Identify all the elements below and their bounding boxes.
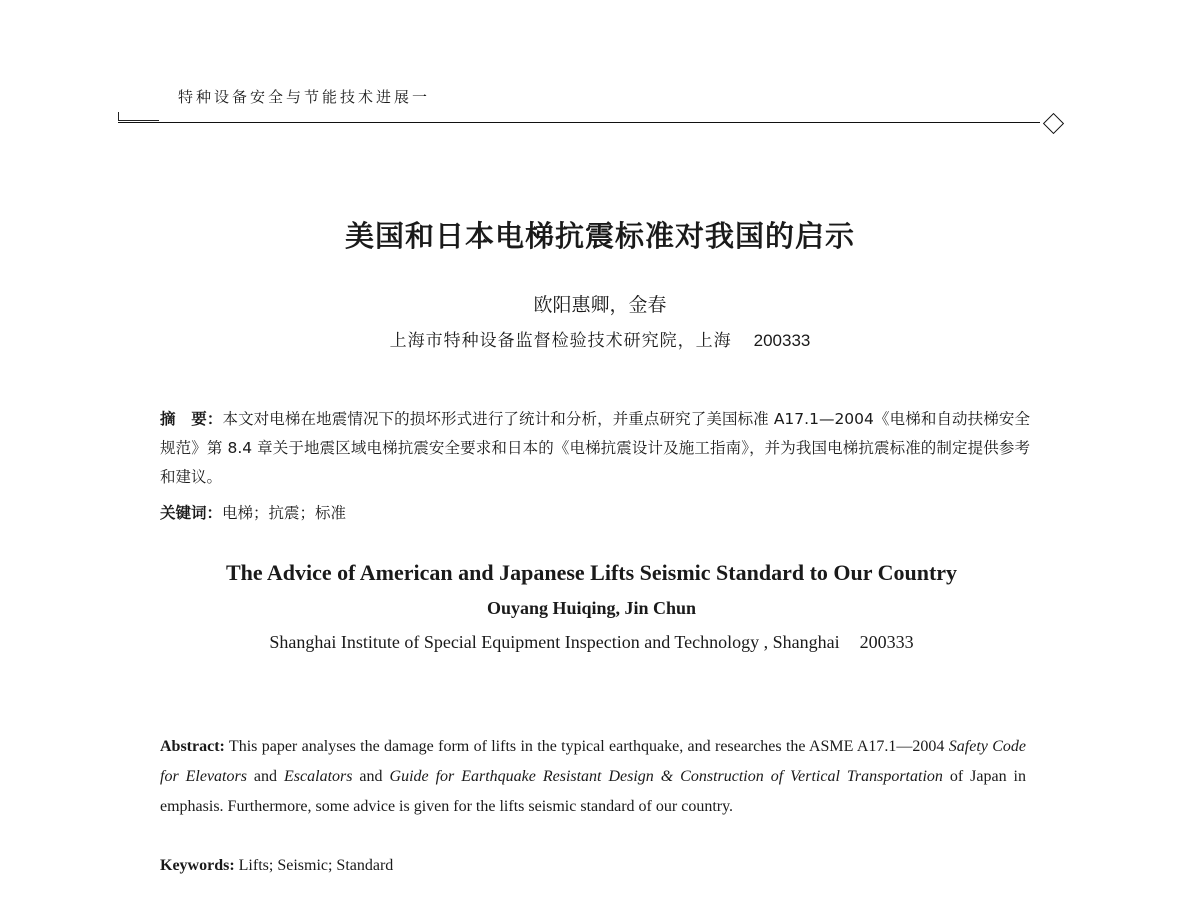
chinese-abstract [160,405,1030,492]
chinese-affiliation-name: 上海市特种设备监督检验技术研究院，上海 [389,331,732,351]
english-authors: Ouyang Huiqing, Jin Chun [486,598,697,618]
english-title: The Advice of American and Japanese Lifts Seismic Standard to Our Country [225,560,958,585]
english-abstract-text-4: of Japan in emphasis. Furthermore, some advice is given for the lifts seismic standard of our country. [160,768,1026,815]
english-abstract-text-3: and [352,768,390,785]
english-abstract-text-2: and [246,768,285,785]
header-rule [118,122,1040,123]
english-abstract-label: Abstract: [160,738,225,755]
english-keywords-label: Keywords: [160,857,235,874]
english-abstract-italic-1: Safety Code for Elevators [160,738,1026,785]
english-postal-code: 200333 [859,632,914,652]
diamond-ornament-icon [1043,113,1064,134]
chinese-abstract-label: 摘 要： [160,410,223,428]
chinese-keywords-label: 关键词： [160,504,223,522]
header-rule-bracket [118,112,159,121]
english-affiliation-name: Shanghai Institute of Special Equipment Inspection and Technology , Shanghai [269,632,840,652]
english-affiliation [0,632,1183,653]
chinese-title: 美国和日本电梯抗震标准对我国的启示 [344,219,855,253]
chinese-keywords [160,501,346,523]
english-keywords-text: Lifts; Seismic; Standard [234,857,394,874]
chinese-postal-code: 200333 [753,331,811,350]
english-abstract-italic-2: Escalators [284,768,353,785]
english-abstract-text-1: This paper analyses the damage form of lifts in the typical earthquake, and researches the ASME A17.1—2004 [224,738,949,755]
english-keywords [160,857,393,875]
english-abstract [160,732,1026,822]
chinese-keywords-text: 电梯；抗震；标准 [222,504,347,522]
english-abstract-italic-3: Guide for Earthquake Resistant Design & Construction of Vertical Transportation [389,768,943,785]
running-header-title: 特种设备安全与节能技术进展一 [178,88,431,106]
chinese-abstract-text: 本文对电梯在地震情况下的损坏形式进行了统计和分析，并重点研究了美国标准 A17.1—2004《电梯和自动扶梯安全规范》第 8.4 章关于地震区域电梯抗震安全要求和日本的《电梯抗震设计及施工指南》，并为我国电梯抗震标准的制定提供参考和建议。 [160,410,1030,486]
chinese-affiliation [0,326,1200,351]
chinese-authors: 欧阳惠卿，金春 [533,294,667,316]
